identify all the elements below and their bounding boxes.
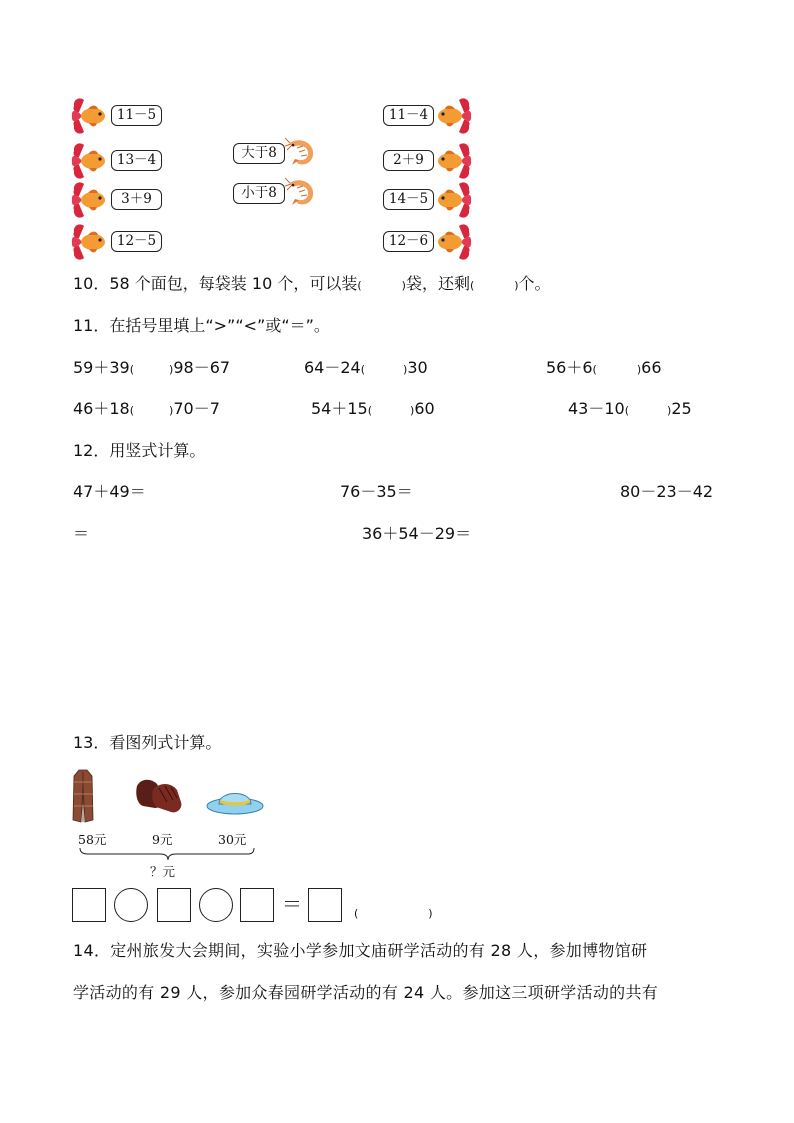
q10-text: 袋，还剩	[405, 274, 470, 293]
fish-icon	[70, 180, 108, 220]
fish-expression-box: 3＋9	[111, 189, 162, 210]
fish-expression-box: 12－6	[383, 231, 434, 252]
q10-text: 10．58 个面包，每袋装 10 个，可以装	[73, 274, 358, 293]
answer-box[interactable]	[72, 888, 106, 922]
question-11-title: 11．在括号里填上“>”“<”或“＝”。	[73, 316, 330, 335]
fish-icon	[435, 222, 473, 262]
price-label: 9元	[152, 832, 173, 847]
calc-expression: 36＋54－29＝	[362, 524, 472, 543]
fish-icon	[435, 180, 473, 220]
unit-blank: ( )	[354, 907, 433, 920]
coat-icon	[72, 768, 94, 824]
calc-expression: 80－23－42	[620, 482, 714, 501]
shrimp-icon	[284, 135, 318, 169]
question-14-line: 14．定州旅发大会期间，实验小学参加文庙研学活动的有 28 人，参加博物馆研	[73, 941, 648, 960]
shrimp-label-box: 小于8	[233, 183, 285, 204]
equals-sign: ＝	[282, 892, 302, 916]
question-13-title: 13．看图列式计算。	[73, 733, 222, 752]
compare-item: 54＋15( )60	[311, 399, 435, 418]
question-10: 10．58 个面包，每袋装 10 个，可以装( )袋，还剩( )个。	[73, 274, 551, 293]
fish-expression-box: 11－5	[111, 105, 162, 126]
price-label: 30元	[218, 832, 247, 847]
shrimp-label-box: 大于8	[233, 143, 285, 164]
fish-expression-box: 11－4	[383, 105, 434, 126]
fish-expression-box: 2＋9	[383, 150, 434, 171]
compare-item: 46＋18( )70－7	[73, 399, 220, 418]
answer-box[interactable]	[308, 888, 342, 922]
fish-expression-box: 12－5	[111, 231, 162, 252]
hat-icon	[205, 782, 265, 816]
compare-item: 64－24( )30	[304, 358, 428, 377]
operator-circle[interactable]	[114, 888, 148, 922]
shrimp-icon	[284, 175, 318, 209]
fish-icon	[70, 141, 108, 181]
fish-expression-box: 14－5	[383, 189, 434, 210]
fish-icon	[70, 96, 108, 136]
calc-expression: 76－35＝	[340, 482, 413, 501]
gloves-icon	[133, 776, 185, 816]
fish-expression-box: 13－4	[111, 150, 162, 171]
compare-item: 56＋6( )66	[546, 358, 662, 377]
calc-expression: ＝	[73, 524, 90, 543]
calc-expression: 47＋49＝	[73, 482, 146, 501]
question-14-line: 学活动的有 29 人，参加众春园研学活动的有 24 人。参加这三项研学活动的共有	[73, 983, 659, 1002]
fish-icon	[435, 141, 473, 181]
q10-text: 个。	[518, 274, 551, 293]
answer-box[interactable]	[157, 888, 191, 922]
price-label: 58元	[78, 832, 107, 847]
fish-icon	[435, 96, 473, 136]
compare-item: 43－10( )25	[568, 399, 692, 418]
compare-item: 59＋39( )98－67	[73, 358, 231, 377]
total-label: ？元	[150, 864, 176, 879]
fish-icon	[70, 222, 108, 262]
answer-box[interactable]	[240, 888, 274, 922]
question-12-title: 12．用竖式计算。	[73, 441, 206, 460]
operator-circle[interactable]	[199, 888, 233, 922]
